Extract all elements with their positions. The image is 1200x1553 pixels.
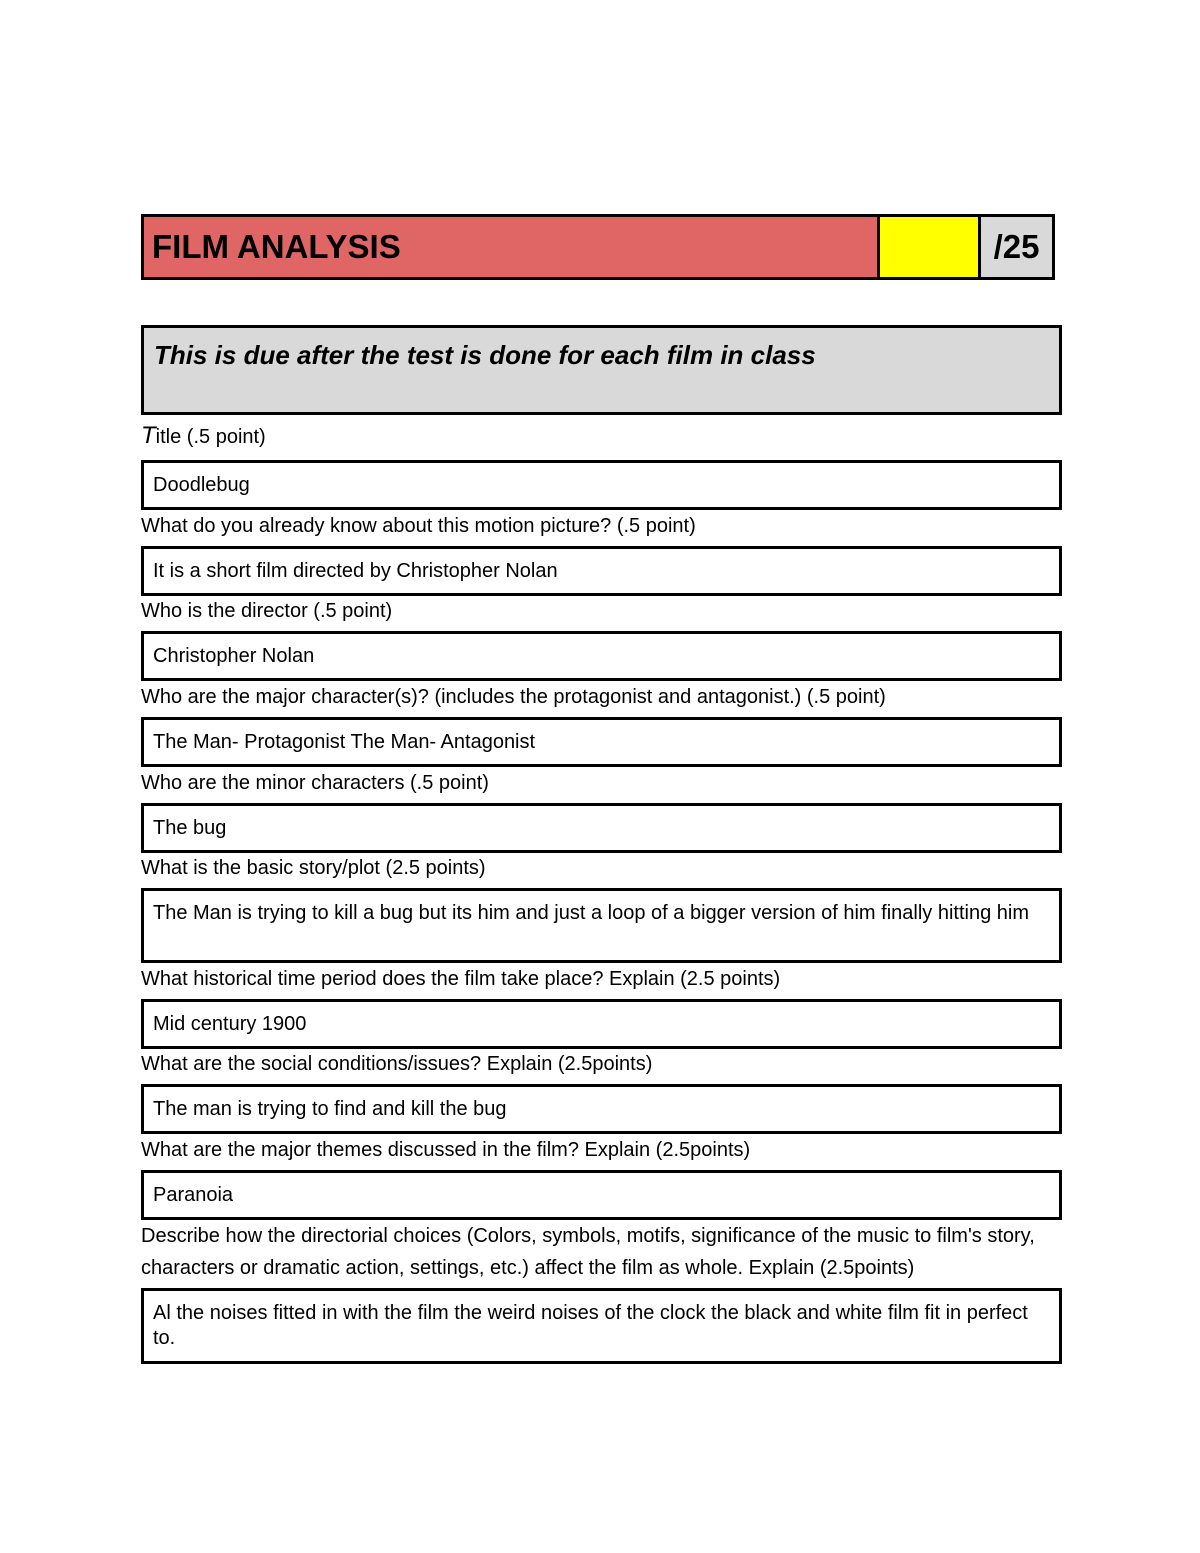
question-social-conditions: What are the social conditions/issues? Explain (2.5points) bbox=[141, 1053, 653, 1075]
answer-already-know[interactable]: It is a short film directed by Christopher Nolan bbox=[141, 546, 1062, 596]
answer-title[interactable]: Doodlebug bbox=[141, 460, 1062, 510]
question-time-period: What historical time period does the film take place? Explain (2.5 points) bbox=[141, 968, 781, 990]
answer-directorial-choices[interactable]: Al the noises fitted in with the film the weird noises of the clock the black and white film fit in perfect to. bbox=[141, 1288, 1062, 1364]
question-title bbox=[141, 420, 266, 453]
due-note: This is due after the test is done for each film in class bbox=[141, 325, 1062, 415]
answer-major-characters[interactable]: The Man- Protagonist The Man- Antagonist bbox=[141, 717, 1062, 767]
answer-minor-characters[interactable]: The bug bbox=[141, 803, 1062, 853]
answer-social-conditions[interactable]: The man is trying to find and kill the bug bbox=[141, 1084, 1062, 1134]
answer-plot[interactable]: The Man is trying to kill a bug but its him and just a loop of a bigger version of him finally hitting him bbox=[141, 888, 1062, 963]
total-points: /25 bbox=[981, 217, 1052, 277]
question-director: Who is the director (.5 point) bbox=[141, 600, 393, 622]
question-title-initial: T bbox=[141, 422, 156, 449]
question-directorial-choices: Describe how the directorial choices (Colors, symbols, motifs, significance of the music to film's story, characters or dramatic action, settings, etc.) affect the film as whole. Explain (2.5points) bbox=[141, 1225, 1035, 1279]
question-plot: What is the basic story/plot (2.5 points) bbox=[141, 857, 486, 879]
score-header bbox=[141, 214, 1055, 280]
question-title-rest: itle (.5 point) bbox=[155, 426, 266, 448]
question-major-characters: Who are the major character(s)? (includes the protagonist and antagonist.) (.5 point) bbox=[141, 686, 886, 708]
question-already-know: What do you already know about this motion picture? (.5 point) bbox=[141, 515, 696, 537]
answer-themes[interactable]: Paranoia bbox=[141, 1170, 1062, 1220]
score-input-box[interactable] bbox=[880, 217, 981, 277]
answer-director[interactable]: Christopher Nolan bbox=[141, 631, 1062, 681]
page-title: FILM ANALYSIS bbox=[144, 217, 880, 277]
answer-time-period[interactable]: Mid century 1900 bbox=[141, 999, 1062, 1049]
question-themes: What are the major themes discussed in the film? Explain (2.5points) bbox=[141, 1139, 751, 1161]
question-minor-characters: Who are the minor characters (.5 point) bbox=[141, 772, 489, 794]
